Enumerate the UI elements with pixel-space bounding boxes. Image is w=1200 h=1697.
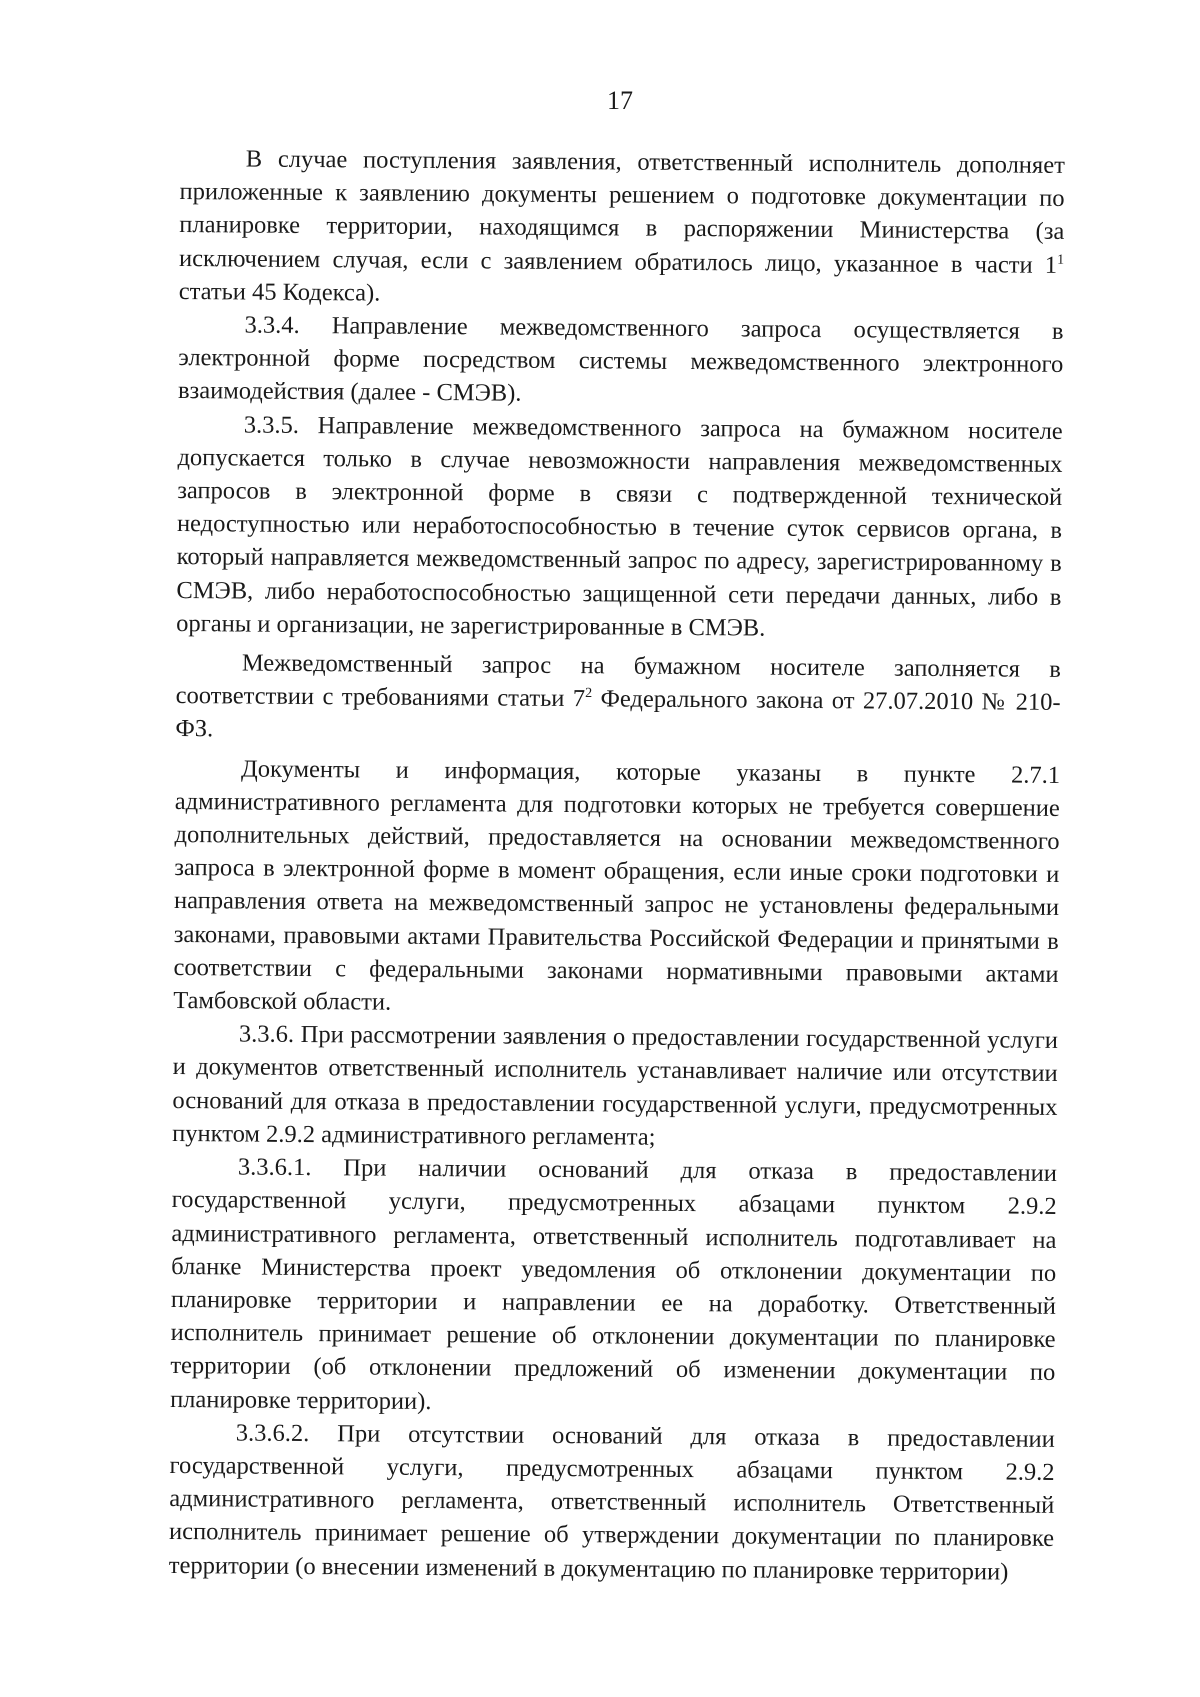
paragraph-1-text: В случае поступления заявления, ответственный исполнитель дополняет приложенные к заявлению документы решением о подготовке документации по планировке территории, находящимся в распоряжении Министерства (за исключением случая, если с заявлением обратилось лицо, указанное в части 1 — [178, 145, 1065, 279]
paragraph-3-3-6-2: 3.3.6.2. При отсутствии оснований для отказа в предоставлении государственной услуги, предусмотренных абзацами пунктом 2.9.2 административного регламента, ответственный исполнитель Ответственный исполнитель принимает решение об утверждении документации по планировке территории (о внесении изменений в документацию по планировке территории) — [168, 1419, 1055, 1586]
superscript-1: 1 — [1057, 252, 1065, 268]
paragraph-paper-request — [175, 646, 1061, 753]
paragraph-3-3-5: 3.3.5. Направление межведомственного запроса на бумажном носителе допускается только в случае невозможности направления межведомственных запросов в электронной форме в связи с подтвержденной технической недоступностью или неработоспособностью в течение суток сервисов органа, в который направляется межведомственный запрос по адресу, зарегистрированному в СМЭВ, либо неработоспособностью защищенной сети передачи данных, либо в органы и организации, не зарегистрированные в СМЭВ. — [176, 411, 1063, 642]
page-number: 17 — [607, 86, 633, 115]
paragraph-1 — [179, 142, 1065, 315]
paragraph-paper-request-tail: Федерального закона от 27.07.2010 № 210-ФЗ. — [175, 685, 1061, 743]
paragraph-3-3-4: 3.3.4. Направление межведомственного запроса осуществляется в электронной форме посредством системы межведомственного электронного взаимодействия (далее - СМЭВ). — [177, 311, 1064, 408]
paragraph-paper-request-text: Межведомственный запрос на бумажном носителе заполняется в соответствии с требованиями статьи 7 — [175, 649, 1061, 713]
paragraph-3-3-6: 3.3.6. При рассмотрении заявления о предоставлении государственной услуги и документов ответственный исполнитель устанавливает наличие или отсутствии оснований для отказа в предоставлении государственной услуги, предусмотренных пунктом 2.9.2 административного регламента; — [172, 1020, 1059, 1151]
superscript-2: 2 — [585, 686, 593, 702]
paragraph-documents-info: Документы и информация, которые указаны в пункте 2.7.1 административного регламента для подготовки которых не требуется совершение дополнительных действий, предоставляется на основании межведомственного запроса в электронной форме в момент обращения, если иные сроки подготовки и направления ответа на межведомственный запрос не установлены федеральными законами, правовыми актами Правительства Российской Федерации и принятыми в соответствии с федеральными законами нормативными правовыми актами Тамбовской области. — [173, 755, 1061, 1016]
paragraph-3-3-6-1: 3.3.6.1. При наличии оснований для отказа в предоставлении государственной услуги, предусмотренных абзацами пунктом 2.9.2 административного регламента, ответственный исполнитель подготавливает на бланке Министерства проект уведомления об отклонении документации по планировке территории и направлении ее на доработку. Ответственный исполнитель принимает решение об отклонении документации по планировке территории (об отклонении предложений об изменении документации по планировке территории). — [170, 1153, 1058, 1415]
paragraph-1-tail: статьи 45 Кодекса). — [178, 277, 381, 307]
document-body — [169, 142, 1065, 1589]
